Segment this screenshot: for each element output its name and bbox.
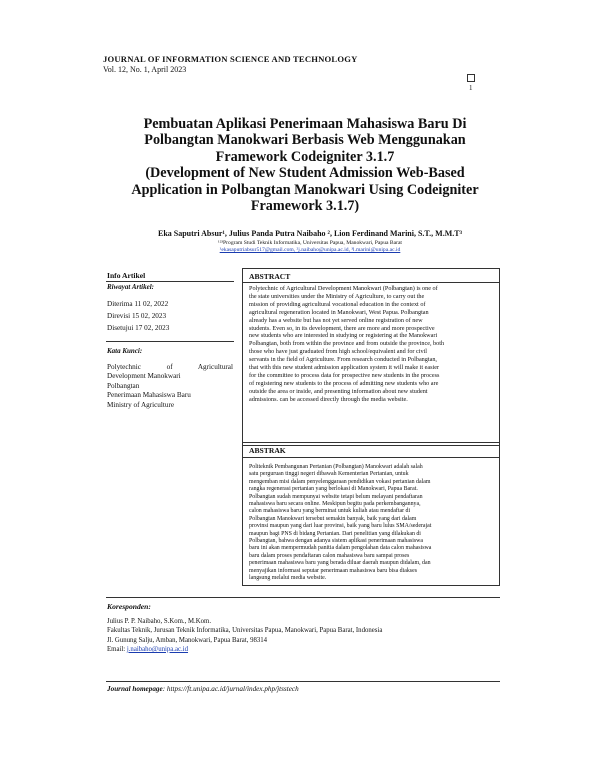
abstract-line: admissions. can be accessed directly through the media website. [249, 395, 408, 403]
abstrak-line: langsung melalui media website. [249, 575, 327, 582]
keyword: Polytechnic of Agricultural [107, 363, 233, 371]
info-heading: Info Artikel [107, 271, 146, 280]
abstract-line: those who have just graduated from high school/equivalent and for civil [249, 348, 428, 356]
abstrak-line: Politeknik Pembangunan Pertanian (Polbangtan) Manokwari adalah salah [249, 464, 423, 470]
author-emails[interactable]: ¹ekasaputriabsur517@gmail.com, ²j.naibaho@unipa.ac.id, ³l.marini@unipa.ac.id [219, 247, 401, 253]
journal-volume: Vol. 12, No. 1, April 2023 [103, 65, 187, 74]
journal-name: JOURNAL OF INFORMATION SCIENCE AND TECHNOLOGY [103, 54, 358, 64]
received-date: Diterima 11 02, 2022 [107, 300, 169, 308]
title-line: Framework 3.1.7) [250, 198, 360, 215]
keyword: Polbangtan [107, 381, 140, 390]
keyword: Ministry of Agriculture [107, 400, 175, 409]
keywords-list [107, 363, 233, 410]
abstract-line: for the committee to process data for prospective new students in the process [249, 371, 440, 379]
keyword: Penerimaan Mahasiswa Baru [107, 391, 191, 400]
divider [243, 457, 499, 458]
abstrak-line: penerimaan mahasiswa baru yang berada diluar daerah maupun didalam, dan [249, 560, 431, 567]
abstrak-line: satu perguruan tinggi negeri dibawah Kementerian Pertanian, untuk [249, 471, 409, 478]
abstrak-line: rangka regenerasi pertanian yang berlokasi di Manokwari, Papua Barat. [249, 486, 418, 493]
abstrak-line: Polbangtan sudah mempunyai website tetapi belum melayani pendaftaran [249, 493, 423, 500]
title-line: Pembuatan Aplikasi Penerimaan Mahasiswa Baru Di [143, 116, 467, 132]
correspondent-email-link[interactable]: j.naibaho@unipa.ac.id [126, 645, 189, 653]
abstrak-text [249, 464, 495, 583]
correspondent-address: Jl. Gunung Salju, Amban, Manokwari, Papua Barat, 98314 [107, 636, 268, 644]
correspondence-block [107, 617, 500, 654]
affiliation-block [100, 240, 520, 254]
keyword: Development Manokwari [107, 372, 181, 381]
abstract-text [249, 285, 495, 404]
keywords-label: Kata Kunci: [107, 347, 143, 355]
correspondent-name: Julius P. P. Naibaho, S.Kom., M.Kom. [107, 618, 212, 625]
abstrak-heading: ABSTRAK [249, 446, 286, 455]
correspondent-affiliation: Fakultas Teknik, Jurusan Teknik Informatika, Universitas Papua, Manokwari, Papua Barat, Indonesia [107, 627, 383, 635]
abstrak-line: Polbangtan Manokwari tersebut semakin banyak, baik yang dari dalam [249, 515, 417, 522]
article-dates [107, 298, 169, 334]
accepted-date: Disetujui 17 02, 2023 [107, 324, 170, 332]
divider [106, 597, 500, 598]
email-label: Email: [107, 645, 127, 653]
abstract-line: Polbangtan, both from within the province and from outside the province, both [249, 340, 445, 348]
history-label: Riwayat Artikel: [107, 283, 154, 291]
abstract-box [242, 268, 500, 446]
abstrak-line: menyajikan informasi seputar penerimaan mahasiswa baru bisa diakses [249, 567, 417, 574]
abstract-line: outside the area or inside, and presenting information about new student [249, 387, 428, 395]
homepage-label: Journal homepage [107, 685, 163, 693]
title-line: Framework Codeigniter 3.1.7 [215, 148, 395, 165]
journal-homepage [107, 685, 299, 693]
abstract-line: the state universities under the Ministry of Agriculture, to carry out the [249, 292, 425, 300]
abstrak-box [242, 442, 500, 586]
abstrak-line: calon mahasiswa baru yang berminat untuk kuliah atau mendaftar di [249, 508, 411, 515]
abstract-line: agricultural regeneration located in Manokwari, West Papua. Polbangtan [249, 308, 429, 316]
abstract-line: mission of providing agricultural vocational education in the context of [249, 300, 426, 308]
divider [106, 341, 234, 342]
title-line: Application in Polbangtan Manokwari Using Codeigniter [131, 181, 479, 198]
divider [106, 281, 234, 282]
abstract-line: already has a website but has not yet served online registration of new [249, 316, 423, 324]
page-number: 1 [469, 84, 473, 92]
abstrak-line: baru dalam proses pendaftaran calon mahasiswa baru sampai proses [249, 552, 410, 559]
divider [106, 681, 500, 682]
abstrak-line: mengemban misi dalam penyelenggaraan pendidikan vokasi pertanian dalam [249, 478, 431, 485]
abstrak-line: provinsi maupun yang dari luar provinsi, baik yang baru lulus SMA/sederajat [249, 523, 432, 530]
title-line: Polbangtan Manokwari Berbasis Web Menggunakan [144, 132, 466, 149]
affiliation: ¹²³Program Studi Teknik Informatika, Universitas Papua, Manokwari, Papua Barat [218, 240, 402, 246]
divider [243, 282, 499, 283]
correspondence-heading: Koresponden: [107, 602, 151, 611]
square-icon [467, 74, 475, 82]
abstrak-line: Polbangtan, bahwa dengan adanya sistem aplikasi penerimaan mahasiswa [249, 538, 424, 545]
title-line: (Development of New Student Admission Web-Based [145, 165, 465, 182]
abstrak-line: baru ini akan mempermudah panitia dalam pengolahan data calon mahasiswa [249, 545, 432, 552]
abstrak-line: maupun bagi PNS di bidang Pertanian. Dari penelitian yang dilakukan di [249, 530, 421, 537]
abstrak-line: mahasiswa baru secara online. Meskipun begitu pada perkembangannya, [249, 501, 421, 508]
abstract-line: new students who are interested in studying or registering at the Manokwari [249, 332, 438, 340]
abstract-line: servants in the field of Agriculture. From research conducted in Polbangtan, [249, 356, 437, 364]
abstract-line: students. Even so, in its development, there are more and more prospective [249, 324, 435, 332]
correspondent-email-row [107, 645, 500, 654]
paper-title [110, 116, 500, 214]
abstract-line: of registering new students to the process of admitting new students who are [249, 379, 439, 387]
revised-date: Direvisi 15 02, 2023 [107, 312, 167, 320]
authors: Eka Saputri Absur¹, Julius Panda Putra Naibaho ², Lion Ferdinand Marini, S.T., M.M.T³ [158, 229, 462, 238]
homepage-url[interactable]: : https://ft.unipa.ac.id/jurnal/index.php/jtsstech [162, 685, 299, 693]
abstract-line: Polytechnic of Agricultural Development Manokwari (Polbangtan) is one of [249, 285, 438, 292]
abstract-line: that with this new student admission application system it will make it easier [249, 364, 440, 372]
abstract-heading: ABSTRACT [249, 272, 291, 281]
